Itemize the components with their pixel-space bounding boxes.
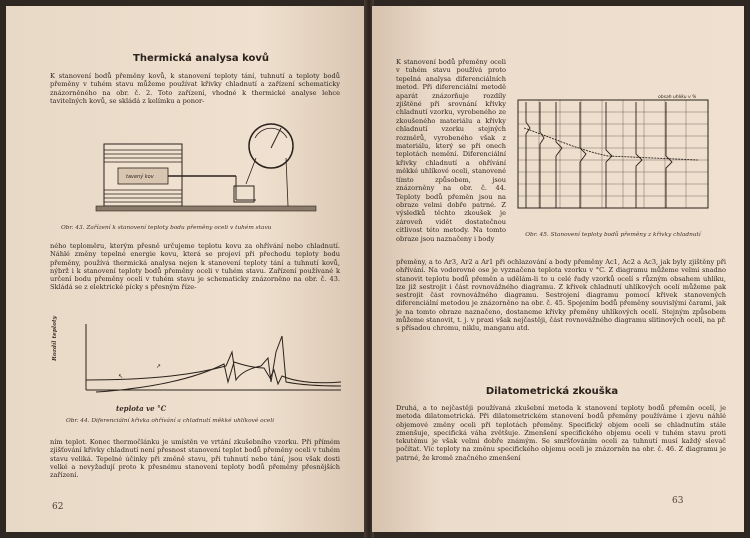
figure-44 (56, 322, 346, 412)
left-middle-text: ného teploměru, kterým přesně určujeme teplotu kovu za ohřívání nebo chladnutí. Náhlé změny tepelné energie kovu, která se projeví při přechodu teploty bodu přeměny, používá thermická analysa nejen k stanovení teploty tání a tuhnutí kovů, nýbrž i k stanovení teploty bodů přeměny oceli v tuhém stavu. Zařízení používané k určení bodu přeměny oceli v tuhém stavu je schematicky znázorněno na obr. č. 43. Skládá se z elektrické pícky s přesným říze- (50, 242, 340, 292)
left-intro-text: K stanovení bodů přeměny kovů, k stanovení teploty tání, tuhnutí a teploty bodů přeměny v tuhém stavu můžeme používat křivky chladnutí a zařízení schematicky znázorněného na obr. č. 2. Toto zařízení, vhodné k thermické analyse lehce tavitelných kovů, se skládá z kelímku a ponor- (50, 72, 340, 105)
fig43-caption: Obr. 43. Zařízení k stanovení teploty bodu přeměny oceli v tuhém stavu (61, 225, 272, 231)
left-bottom-text: ním teplot. Konec thermočlánku je umístěn ve vrtání zkušebního vzorku. Při přímém zjišťování křivky chladnutí není přesnost stanovení teplot bodů přeměny oceli v tuhém stavu veliká. Tepelné účinky při změně stavu, při tuhnutí nebo tání, jsou však dosti velké a nevyžadují proto k přesnému stanovení teploty bodů přeměny přesnějších zařízení. (50, 438, 340, 480)
page-number-right: 63 (672, 496, 684, 506)
left-heading: Thermická analysa kovů (133, 53, 269, 64)
fig44-xlabel: teplota ve °C (116, 404, 167, 413)
fig43-sample-label: tavený kov (126, 174, 154, 180)
left-page (6, 6, 366, 532)
svg-text:↖: ↖ (118, 373, 124, 380)
figure-43 (56, 114, 346, 219)
right-middle-text: přeměny, a to Ar3, Ar2 a Ar1 při ochlazování a body přeměny Ac1, Ac2 a Ac3, jak byly zjištěny při ohřívání. Na vodorovné ose je vyznačena teplota vzorku v °C. Z diagramu můžeme velmi snadno stanovit teplotu bodů přeměn a udělám-li to u celé řady vzorků ocelí s různým obsahem uhlíku, lze již sestrojit i část rovnovážného diagramu. Z křivek chladnutí uhlíkových ocelí můžeme pak sestrojit část rovnovážného diagramu. Sestrojení diagramu pomocí křivek stanovených diferenciální metodou je znázorněno na obr. č. 45. Spojením bodů přeměny souvislými čarami, jak je na tomto obraze naznačeno, dostaneme křivky přeměny uhlíkových ocelí. Stejným způsobem můžeme stanovit, t. j. v praxi však nejčastěji, část rovnovážného diagramu slitinových ocelí, na př. s přísadou chromu, niklu, manganu atd. (396, 258, 726, 333)
right-page (372, 6, 744, 532)
page-number-left: 62 (52, 502, 64, 512)
fig45-caption: Obr. 45. Stanovení teploty bodů přeměny z křivky chladnutí (525, 232, 701, 238)
svg-text:↗: ↗ (156, 363, 162, 370)
right-top-text: K stanovení bodů přeměny oceli v tuhém stavu používá proto tepelná analysa diferenciálních metod. Při diferenciální metodě aparát znázorňuje rozdíly zjištěné při srovnání křivky chladnutí vzorku, vyrobeného ze zkoušeného materiálu a křivky chladnutí vzorku stejných rozměrů, vyrobeného však z materiálu, který se při onech teplotách nemění. Diferenciální křivky chladnutí a ohřívání měkké uhlíkové oceli, stanovené tímto způsobem, jsou znázorněny na obr. č. 44. Teploty bodů přeměn jsou na obraze velmi dobře patrné. Z výsledků těchto zkoušek je zároveň vidět dostatečnou citlivost této metody. Na tomto obraze jsou naznačeny i body (396, 58, 506, 243)
figure-45 (508, 92, 718, 227)
fig45-axis-label: obsah uhlíku v % (658, 95, 697, 100)
right-heading: Dilatometrická zkouška (485, 386, 619, 397)
fig44-ylabel: Rozdíl teploty (52, 316, 58, 361)
right-bottom-text: Druhá, a to nejčastěji používaná zkušební metoda k stanovení teploty bodů přeměn ocelí, je metoda dilatometrická. Při dilatometrickém stanovení bodů přeměny používáme i zjevu náhlé objemové změny oceli při teplotách přeměny. Specifický objem oceli se chladnutím stále zmenšuje, specifická váha zvětšuje. Zmenšení specifického objemu oceli v tuhém stavu proti tekutému je však velmi dobře známým. Se smršťováním oceli za tuhnutí musí každý slevač počítat. Víc teploty na změnu specifického objemu oceli je znázorněn na obr. č. 46. Z diagramu je patrné, že kromě značného zmenšení (396, 404, 726, 462)
fig44-caption: Obr. 44. Diferenciální křivka ohřívání a chladnutí měkké uhlíkové oceli (66, 418, 275, 424)
